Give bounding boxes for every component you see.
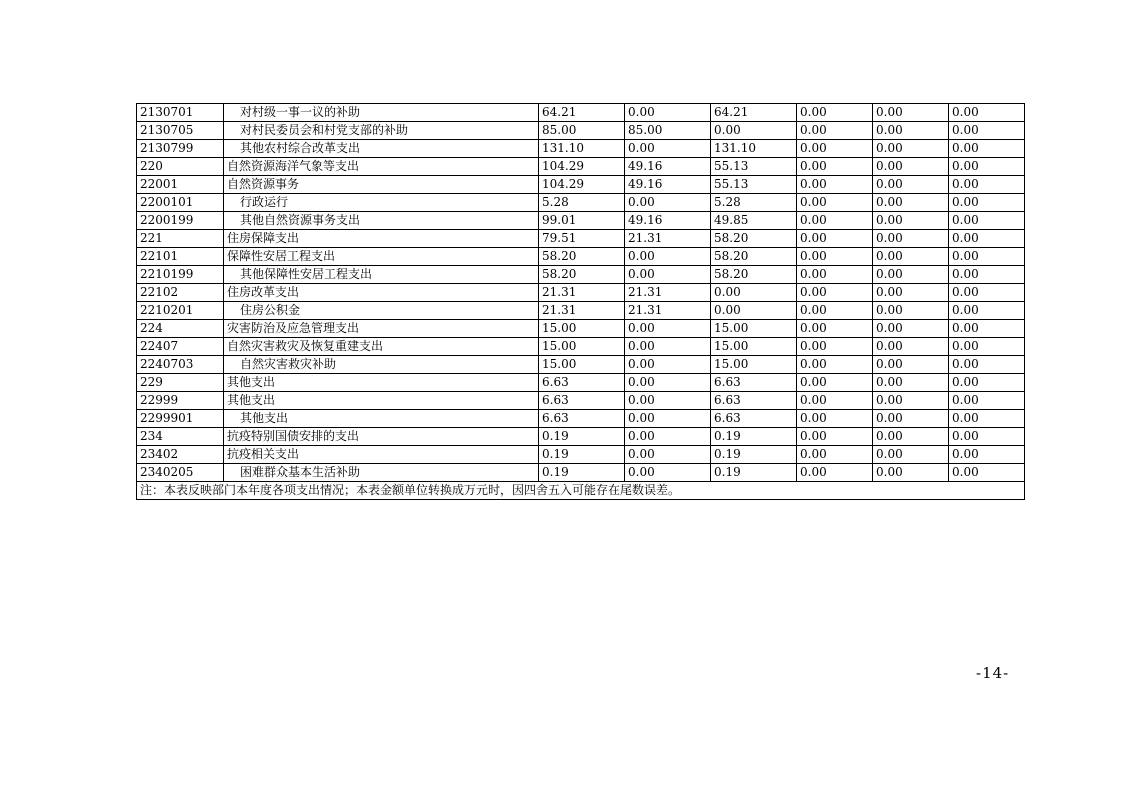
account-name-cell: 保障性安居工程支出 — [224, 248, 539, 266]
amount-cell: 6.63 — [711, 410, 797, 428]
table-row — [137, 374, 1025, 392]
account-name-cell: 住房改革支出 — [224, 284, 539, 302]
amount-cell: 6.63 — [711, 374, 797, 392]
account-code-cell: 22407 — [137, 338, 224, 356]
amount-cell: 49.16 — [625, 176, 711, 194]
table-row — [137, 428, 1025, 446]
amount-cell: 0.00 — [949, 374, 1025, 392]
table-row — [137, 230, 1025, 248]
amount-cell: 0.00 — [873, 428, 949, 446]
account-name-cell: 抗疫特别国债安排的支出 — [224, 428, 539, 446]
account-code-cell: 2299901 — [137, 410, 224, 428]
amount-cell: 58.20 — [711, 230, 797, 248]
account-code-cell: 221 — [137, 230, 224, 248]
amount-cell: 131.10 — [711, 140, 797, 158]
amount-cell: 0.00 — [949, 194, 1025, 212]
amount-cell: 0.00 — [625, 338, 711, 356]
account-name-cell: 自然资源海洋气象等支出 — [224, 158, 539, 176]
amount-cell: 58.20 — [711, 266, 797, 284]
amount-cell: 0.00 — [797, 446, 873, 464]
amount-cell: 104.29 — [539, 158, 625, 176]
amount-cell: 0.00 — [797, 104, 873, 122]
account-code-cell: 22999 — [137, 392, 224, 410]
amount-cell: 0.19 — [711, 446, 797, 464]
account-name-cell: 自然灾害救灾补助 — [224, 356, 539, 374]
amount-cell: 85.00 — [539, 122, 625, 140]
amount-cell: 0.00 — [797, 122, 873, 140]
amount-cell: 0.00 — [949, 122, 1025, 140]
amount-cell: 0.00 — [949, 320, 1025, 338]
amount-cell: 0.00 — [797, 158, 873, 176]
amount-cell: 0.00 — [949, 176, 1025, 194]
amount-cell: 55.13 — [711, 176, 797, 194]
amount-cell: 0.00 — [797, 230, 873, 248]
account-code-cell: 2210201 — [137, 302, 224, 320]
amount-cell: 0.00 — [949, 158, 1025, 176]
table-note: 注：本表反映部门本年度各项支出情况；本表金额单位转换成万元时，因四舍五入可能存在尾数误差。 — [137, 482, 1025, 500]
amount-cell: 21.31 — [625, 302, 711, 320]
amount-cell: 0.00 — [625, 194, 711, 212]
amount-cell: 0.00 — [949, 302, 1025, 320]
amount-cell: 64.21 — [711, 104, 797, 122]
page-number: -14- — [976, 664, 1010, 682]
account-code-cell: 22101 — [137, 248, 224, 266]
amount-cell: 0.00 — [949, 392, 1025, 410]
amount-cell: 0.00 — [949, 446, 1025, 464]
table-row — [137, 194, 1025, 212]
amount-cell: 0.00 — [797, 302, 873, 320]
amount-cell: 0.00 — [949, 230, 1025, 248]
table-row — [137, 320, 1025, 338]
amount-cell: 0.00 — [873, 104, 949, 122]
table-row — [137, 248, 1025, 266]
amount-cell: 0.00 — [949, 212, 1025, 230]
amount-cell: 0.19 — [539, 446, 625, 464]
amount-cell: 0.00 — [949, 248, 1025, 266]
account-name-cell: 困难群众基本生活补助 — [224, 464, 539, 482]
account-code-cell: 23402 — [137, 446, 224, 464]
account-name-cell: 灾害防治及应急管理支出 — [224, 320, 539, 338]
account-code-cell: 224 — [137, 320, 224, 338]
amount-cell: 0.00 — [797, 266, 873, 284]
account-name-cell: 住房公积金 — [224, 302, 539, 320]
table-row — [137, 410, 1025, 428]
amount-cell: 0.00 — [625, 374, 711, 392]
amount-cell: 0.00 — [711, 302, 797, 320]
amount-cell: 0.00 — [873, 176, 949, 194]
amount-cell: 5.28 — [711, 194, 797, 212]
amount-cell: 15.00 — [711, 338, 797, 356]
table-row — [137, 338, 1025, 356]
amount-cell: 0.00 — [873, 284, 949, 302]
amount-cell: 0.00 — [873, 266, 949, 284]
amount-cell: 58.20 — [539, 266, 625, 284]
amount-cell: 0.00 — [873, 356, 949, 374]
amount-cell: 21.31 — [539, 302, 625, 320]
amount-cell: 0.00 — [873, 410, 949, 428]
account-name-cell: 其他农村综合改革支出 — [224, 140, 539, 158]
amount-cell: 0.00 — [873, 230, 949, 248]
table-row — [137, 212, 1025, 230]
amount-cell: 0.00 — [873, 158, 949, 176]
table-row — [137, 158, 1025, 176]
account-name-cell: 其他支出 — [224, 392, 539, 410]
amount-cell: 0.00 — [949, 428, 1025, 446]
table-note-row — [137, 482, 1025, 500]
account-code-cell: 2340205 — [137, 464, 224, 482]
amount-cell: 0.00 — [797, 428, 873, 446]
account-code-cell: 2130705 — [137, 122, 224, 140]
amount-cell: 0.00 — [625, 446, 711, 464]
amount-cell: 79.51 — [539, 230, 625, 248]
amount-cell: 0.00 — [711, 122, 797, 140]
amount-cell: 0.00 — [797, 464, 873, 482]
amount-cell: 0.00 — [949, 284, 1025, 302]
amount-cell: 0.00 — [797, 212, 873, 230]
amount-cell: 6.63 — [539, 392, 625, 410]
amount-cell: 49.16 — [625, 158, 711, 176]
amount-cell: 0.00 — [949, 104, 1025, 122]
amount-cell: 0.00 — [625, 248, 711, 266]
amount-cell: 0.00 — [797, 392, 873, 410]
amount-cell: 15.00 — [539, 356, 625, 374]
amount-cell: 58.20 — [539, 248, 625, 266]
amount-cell: 0.00 — [797, 140, 873, 158]
amount-cell: 0.00 — [797, 284, 873, 302]
amount-cell: 0.00 — [873, 464, 949, 482]
account-code-cell: 22001 — [137, 176, 224, 194]
amount-cell: 0.00 — [797, 410, 873, 428]
amount-cell: 104.29 — [539, 176, 625, 194]
account-code-cell: 2130799 — [137, 140, 224, 158]
amount-cell: 0.00 — [873, 320, 949, 338]
amount-cell: 64.21 — [539, 104, 625, 122]
amount-cell: 99.01 — [539, 212, 625, 230]
table-row — [137, 140, 1025, 158]
table-row — [137, 464, 1025, 482]
amount-cell: 0.00 — [949, 464, 1025, 482]
amount-cell: 0.00 — [625, 392, 711, 410]
account-name-cell: 抗疫相关支出 — [224, 446, 539, 464]
amount-cell: 0.00 — [873, 140, 949, 158]
table-row — [137, 302, 1025, 320]
amount-cell: 0.00 — [873, 122, 949, 140]
amount-cell: 0.00 — [625, 320, 711, 338]
amount-cell: 0.00 — [873, 302, 949, 320]
amount-cell: 0.00 — [949, 140, 1025, 158]
amount-cell: 6.63 — [539, 410, 625, 428]
account-code-cell: 220 — [137, 158, 224, 176]
amount-cell: 55.13 — [711, 158, 797, 176]
amount-cell: 6.63 — [539, 374, 625, 392]
amount-cell: 0.00 — [797, 338, 873, 356]
account-name-cell: 住房保障支出 — [224, 230, 539, 248]
amount-cell: 131.10 — [539, 140, 625, 158]
table-body — [137, 104, 1025, 500]
table-row — [137, 266, 1025, 284]
account-name-cell: 行政运行 — [224, 194, 539, 212]
amount-cell: 21.31 — [625, 230, 711, 248]
amount-cell: 0.00 — [797, 320, 873, 338]
amount-cell: 15.00 — [539, 320, 625, 338]
amount-cell: 0.00 — [949, 410, 1025, 428]
table-row — [137, 122, 1025, 140]
amount-cell: 0.19 — [711, 464, 797, 482]
account-code-cell: 234 — [137, 428, 224, 446]
amount-cell: 0.00 — [625, 356, 711, 374]
account-name-cell: 自然灾害救灾及恢复重建支出 — [224, 338, 539, 356]
table-row — [137, 104, 1025, 122]
amount-cell: 0.19 — [711, 428, 797, 446]
table-row — [137, 392, 1025, 410]
amount-cell: 58.20 — [711, 248, 797, 266]
account-code-cell: 2200199 — [137, 212, 224, 230]
amount-cell: 0.00 — [625, 266, 711, 284]
account-name-cell: 其他支出 — [224, 374, 539, 392]
account-name-cell: 其他支出 — [224, 410, 539, 428]
amount-cell: 21.31 — [625, 284, 711, 302]
account-code-cell: 2200101 — [137, 194, 224, 212]
amount-cell: 15.00 — [539, 338, 625, 356]
amount-cell: 0.00 — [625, 464, 711, 482]
amount-cell: 49.85 — [711, 212, 797, 230]
table-row — [137, 446, 1025, 464]
amount-cell: 0.00 — [873, 338, 949, 356]
table-row — [137, 284, 1025, 302]
account-name-cell: 对村级一事一议的补助 — [224, 104, 539, 122]
account-name-cell: 其他自然资源事务支出 — [224, 212, 539, 230]
amount-cell: 0.00 — [873, 248, 949, 266]
amount-cell: 0.00 — [949, 356, 1025, 374]
amount-cell: 0.00 — [949, 266, 1025, 284]
amount-cell: 0.00 — [797, 374, 873, 392]
amount-cell: 0.00 — [873, 194, 949, 212]
account-code-cell: 2240703 — [137, 356, 224, 374]
account-name-cell: 其他保障性安居工程支出 — [224, 266, 539, 284]
amount-cell: 85.00 — [625, 122, 711, 140]
amount-cell: 0.19 — [539, 464, 625, 482]
amount-cell: 0.00 — [797, 194, 873, 212]
amount-cell: 0.00 — [797, 356, 873, 374]
amount-cell: 21.31 — [539, 284, 625, 302]
amount-cell: 0.00 — [797, 248, 873, 266]
expenditure-table — [136, 103, 1025, 500]
amount-cell: 15.00 — [711, 356, 797, 374]
amount-cell: 0.00 — [873, 212, 949, 230]
account-name-cell: 自然资源事务 — [224, 176, 539, 194]
account-code-cell: 2130701 — [137, 104, 224, 122]
table-row — [137, 176, 1025, 194]
account-name-cell: 对村民委员会和村党支部的补助 — [224, 122, 539, 140]
amount-cell: 0.00 — [949, 338, 1025, 356]
amount-cell: 0.00 — [625, 428, 711, 446]
amount-cell: 5.28 — [539, 194, 625, 212]
amount-cell: 0.00 — [625, 104, 711, 122]
amount-cell: 0.00 — [873, 392, 949, 410]
account-code-cell: 2210199 — [137, 266, 224, 284]
amount-cell: 0.00 — [625, 410, 711, 428]
amount-cell: 0.00 — [873, 374, 949, 392]
amount-cell: 0.00 — [797, 176, 873, 194]
amount-cell: 49.16 — [625, 212, 711, 230]
amount-cell: 0.00 — [625, 140, 711, 158]
amount-cell: 15.00 — [711, 320, 797, 338]
amount-cell: 6.63 — [711, 392, 797, 410]
amount-cell: 0.00 — [873, 446, 949, 464]
account-code-cell: 229 — [137, 374, 224, 392]
table-row — [137, 356, 1025, 374]
amount-cell: 0.19 — [539, 428, 625, 446]
amount-cell: 0.00 — [711, 284, 797, 302]
account-code-cell: 22102 — [137, 284, 224, 302]
